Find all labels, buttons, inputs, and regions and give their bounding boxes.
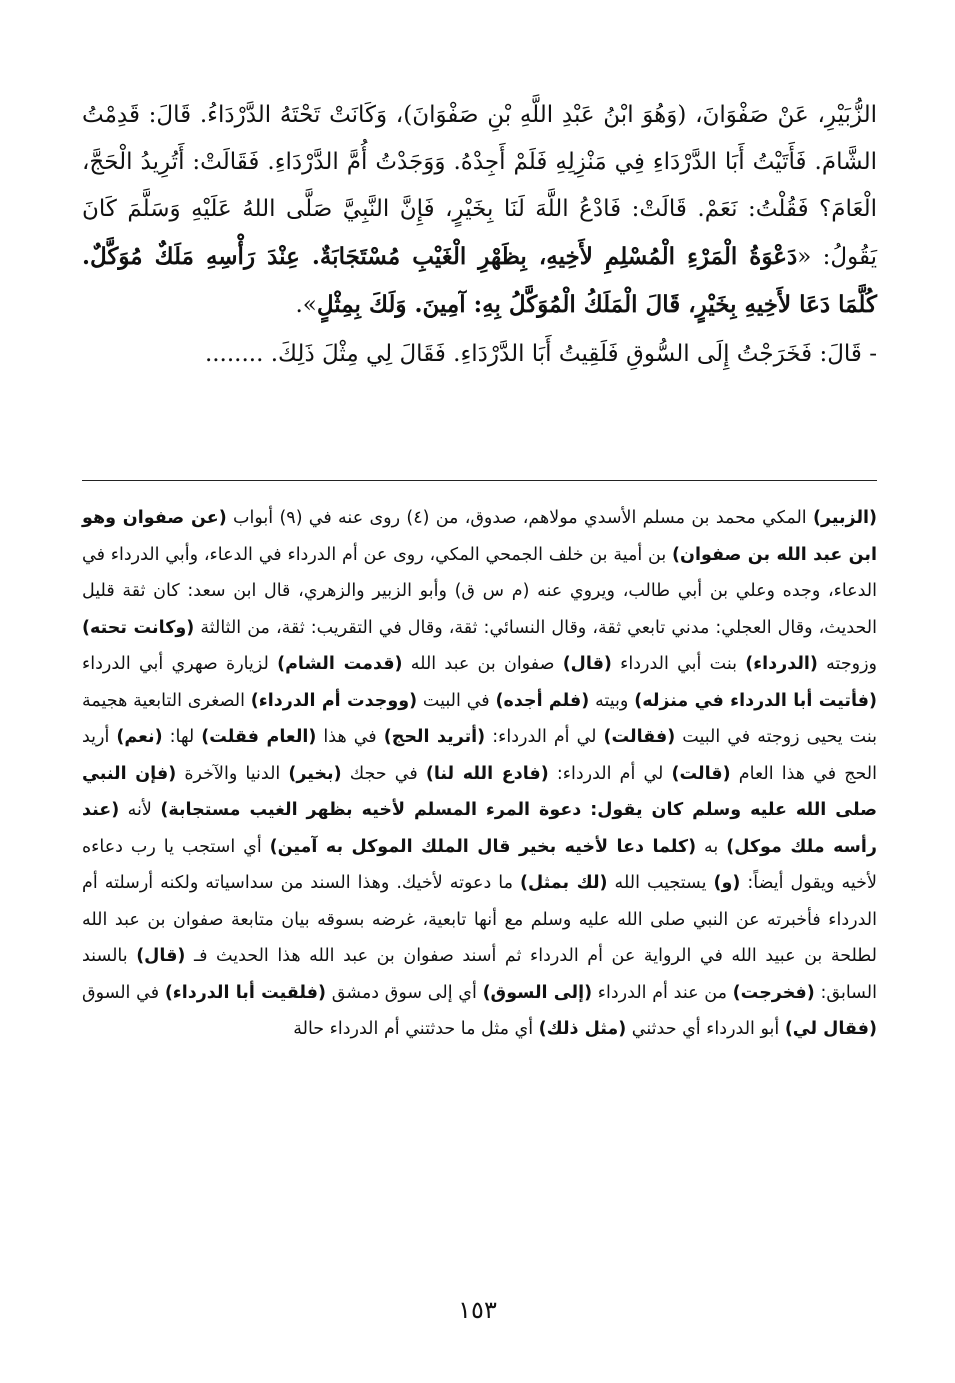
commentary-segment: بن أمية بن خلف الجمحي المكي، روى عن أم الدرداء في الدعاء، وأبي الدرداء في الدعاء، وجده وعلي بن أبي طالب، ويروي عنه (م س ق) وأبو الزبير والزهري، قال ابن سعد: كان ثقة قليل الحديث، وقال العجلي: مدني تابعي ثقة، وقال النسائي: ثقة، وقال في التقريب: ثقة، من الثالثة — [82, 544, 877, 638]
commentary-segment: في حجك — [341, 763, 426, 784]
hadith-paragraph — [82, 92, 877, 329]
commentary-segment: أي مثل ما حدثتني أم الدرداء حالة — [293, 1019, 539, 1039]
commentary-segment: لي أم الدرداء: — [548, 763, 672, 784]
commentary-quote: (العام فقلت) — [201, 727, 317, 747]
commentary-quote: (قدمت الشام) — [277, 654, 403, 674]
commentary-segment: به — [696, 836, 727, 857]
commentary-quote: (فخرجت) — [732, 982, 815, 1003]
commentary-quote: (لك بمثل) — [520, 873, 608, 893]
commentary-quote: (كلما دعا لأخيه بخير قال الملك الموكل به آمين) — [269, 836, 697, 857]
hadith-plain-text: الزُّبَيْرِ، عَنْ صَفْوَانَ، (وَهُوَ ابْنُ عَبْدِ اللَّهِ بْنِ صَفْوَانَ)، وَكَانَتْ تَحْتَهُ الدَّرْدَاءُ. قَالَ: قَدِمْتُ الشَّامَ. فَأَتَيْتُ أَبَا الدَّرْدَاءِ فِي مَنْزِلِهِ فَلَمْ أَجِدْهُ. وَوَجَدْتُ أُمَّ الدَّرْدَاءِ. فَقَالَتْ: أَتُرِيدُ الْحَجَّ، الْعَامَ؟ فَقُلْتُ: نَعَمْ. قَالَتْ: فَادْعُ اللَّهَ لَنَا بِخَيْرٍ، فَإِنَّ النَّبِيَّ صَلَّى اللهُ عَلَيْهِ وَسَلَّمَ كَانَ يَقُولُ: « — [82, 102, 877, 270]
footnote-divider — [82, 480, 877, 481]
commentary-segment: المكي محمد بن مسلم الأسدي مولاهم، صدوق، من (٤) روى عنه في (٩) أبواب — [226, 508, 813, 528]
commentary-segment: لها: — [162, 727, 202, 747]
commentary-quote: (عند رأسه ملك موكل) — [82, 800, 877, 857]
commentary-quote: (وكانت تحته) — [82, 617, 195, 638]
commentary-paragraph — [82, 500, 877, 1048]
commentary-quote: (نعم) — [116, 727, 163, 747]
commentary-segment: في هذا — [316, 727, 384, 747]
commentary-quote: (أتريد الحج) — [383, 727, 486, 747]
commentary-quote: (فقال لي) — [784, 1019, 877, 1039]
commentary-segment: لزيارة صهري أبي الدرداء — [82, 654, 278, 674]
commentary-quote: (الزبير) — [812, 508, 878, 528]
commentary-quote: (و) — [713, 873, 741, 893]
commentary-segment: في البيت — [417, 690, 496, 711]
commentary-quote: (إلى السوق) — [482, 982, 593, 1003]
commentary-quote: (الدرداء) — [745, 654, 818, 674]
commentary-segment: بالسند السابق: — [82, 946, 877, 1003]
hadith-text — [82, 92, 877, 378]
commentary-segment: أي إلى سوق دمشق — [325, 982, 483, 1003]
commentary-text — [82, 500, 877, 1048]
commentary-quote: (فادع الله لنا) — [425, 763, 549, 784]
commentary-quote: (قال) — [136, 946, 186, 966]
commentary-quote: (بخير) — [288, 763, 342, 784]
hadith-bold-text: دَعْوَةُ الْمَرْءِ الْمُسْلِمِ لأَخِيهِ، بِظَهْرِ الْغَيْبِ مُسْتَجَابَةٌ. عِنْدَ رَأْسِهِ مَلَكٌ مُوَكَّلٌ. كُلَّمَا دَعَا لأَخِيهِ بِخَيْرٍ، قَالَ الْمَلَكُ الْمُوَكَّلُ بِهِ: آمِينَ. وَلَكَ بِمِثْلٍ — [82, 243, 877, 318]
page-number: ١٥٣ — [458, 1296, 497, 1324]
commentary-quote: (فلم أجده) — [495, 690, 590, 711]
commentary-segment: صفوان بن عبد الله — [402, 654, 563, 674]
commentary-quote: (فأتيت أبا الدرداء في منزله) — [634, 690, 877, 711]
commentary-segment: ما دعوته لأخيك. وهذا السند من سداسياته ولكنه أرسلته أم الدرداء فأخبرته عن النبي صلى الله عليه وسلم مع أنها تابعية، غرضه بسوقه بيان متابعة صفوان بن عبد الله لطلحة بن عبيد الله في الرواية عن أم الدرداء ثم أسند صفوان بن عبد الله هذا الحديث فـ — [82, 873, 877, 966]
commentary-segment: في السوق — [82, 982, 165, 1003]
commentary-segment: لي أم الدرداء: — [485, 727, 604, 747]
commentary-quote: (فإن النبي صلى الله عليه وسلم كان يقول: دعوة المرء المسلم لأخيه بظهر الغيب مستجابة) — [82, 763, 877, 820]
commentary-quote: (قال) — [562, 654, 612, 674]
commentary-segment: لأنه — [119, 800, 161, 820]
commentary-segment: وبيته — [589, 690, 635, 711]
commentary-segment: بنت أبي الدرداء — [611, 654, 746, 674]
hadith-quote-close: ». — [295, 292, 317, 318]
commentary-quote: (مثل ذلك) — [538, 1019, 627, 1039]
hadith-closing-line: - قَالَ: فَخَرَجْتُ إِلَى السُّوقِ فَلَقِيتُ أَبَا الدَّرْدَاءِ. فَقَالَ لِي مِثْلَ ذَلِكَ. ........ — [204, 341, 877, 367]
commentary-segment: من عند أم الدرداء — [592, 982, 733, 1003]
commentary-segment: يستجيب الله — [607, 873, 714, 893]
commentary-segment: أبو الدرداء أي حدثني — [626, 1019, 785, 1039]
commentary-quote: (قالت) — [671, 763, 731, 784]
commentary-quote: (عن صفوان وهو ابن عبد الله بن صفوان) — [82, 508, 877, 565]
commentary-quote: (ووجدت أم الدرداء) — [250, 690, 418, 711]
commentary-segment: وزوجته — [817, 654, 877, 674]
commentary-segment: أي استجب يا رب دعاءه لأخيه ويقول أيضاً: — [82, 836, 877, 893]
commentary-segment: الصغرى التابعية هجيمة بنت يحيى زوجته في البيت — [82, 690, 877, 747]
commentary-segment: أريد الحج في هذا العام — [82, 727, 877, 784]
commentary-quote: (فقالت) — [603, 727, 676, 747]
commentary-quote: (فلقيت أبا الدرداء) — [164, 982, 326, 1003]
commentary-segment: الدنيا والآخرة — [176, 763, 289, 784]
